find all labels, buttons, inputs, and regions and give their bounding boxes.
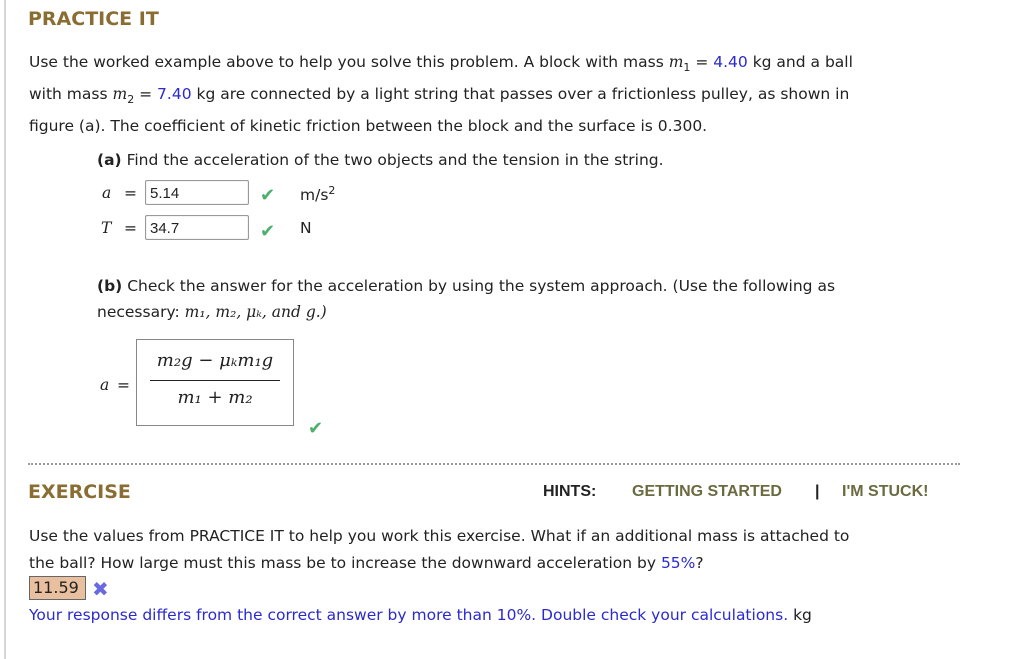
- left-border: [4, 0, 6, 659]
- check-icon: ✔: [260, 221, 276, 242]
- problem-line-1: Use the worked example above to help you solve this problem. A block with mass $m_1 = 4.40$ kg and a ball: [29, 53, 853, 75]
- a-label-b: a: [100, 376, 110, 394]
- hints-label: HINTS:: [543, 483, 597, 500]
- a-equals: =: [124, 184, 137, 202]
- practice-it-heading: PRACTICE IT: [28, 8, 159, 30]
- exercise-line-1: Use the values from PRACTICE IT to help you work this exercise. What if an additional mass is attached to: [29, 527, 850, 545]
- problem-line-3: figure (a). The coefficient of kinetic friction between the block and the surface is 0.300.: [29, 117, 708, 135]
- feedback-line: [29, 606, 812, 624]
- hint-im-stuck[interactable]: I'M STUCK!: [842, 483, 929, 500]
- answer-unit: kg: [793, 606, 812, 624]
- feedback-message: Your response differs from the correct answer by more than 10%. Double check your calculations.: [29, 606, 789, 624]
- wrong-x-icon: ✖: [92, 577, 109, 601]
- part-b-question: (b) Check the answer for the acceleration by using the system approach. (Use the following as: [97, 277, 836, 295]
- acceleration-input[interactable]: 5.14: [145, 180, 249, 205]
- part-a-question: (a) Find the acceleration of the two objects and the tension in the string.: [97, 151, 664, 169]
- hint-getting-started[interactable]: GETTING STARTED: [632, 483, 782, 500]
- exercise-answer-input[interactable]: 11.59: [29, 576, 86, 600]
- problem-line-2: with mass $m_2 = 7.40$ kg are connected by a light string that passes over a frictionless pulley, as shown in: [29, 85, 850, 107]
- section-divider: [28, 463, 960, 465]
- T-equals: =: [124, 219, 137, 237]
- part-b-line-2: necessary: m₁, m₂, μₖ, and g.): [97, 303, 327, 321]
- acceleration-unit: $m/s^2$: [300, 184, 336, 205]
- hint-separator: |: [815, 483, 820, 500]
- formula-answer-box[interactable]: [136, 339, 294, 426]
- a-label: a: [102, 184, 112, 202]
- check-icon: ✔: [260, 185, 276, 206]
- formula-numerator: m₂g − μₖm₁g: [156, 350, 274, 371]
- tension-input[interactable]: 34.7: [145, 215, 249, 240]
- fraction-bar: [150, 380, 280, 381]
- exercise-line-2: the ball? How large must this mass be to increase the downward acceleration by 55%?: [29, 554, 704, 572]
- tension-unit: N: [300, 219, 312, 237]
- m2-value: 7.40: [157, 85, 192, 103]
- check-icon: ✔: [308, 418, 324, 439]
- a-equals-b: =: [117, 376, 130, 394]
- m1-value: 4.40: [713, 53, 748, 71]
- T-label: T: [101, 219, 112, 237]
- exercise-heading: EXERCISE: [28, 481, 131, 503]
- formula-denominator: m₁ + m₂: [177, 387, 253, 408]
